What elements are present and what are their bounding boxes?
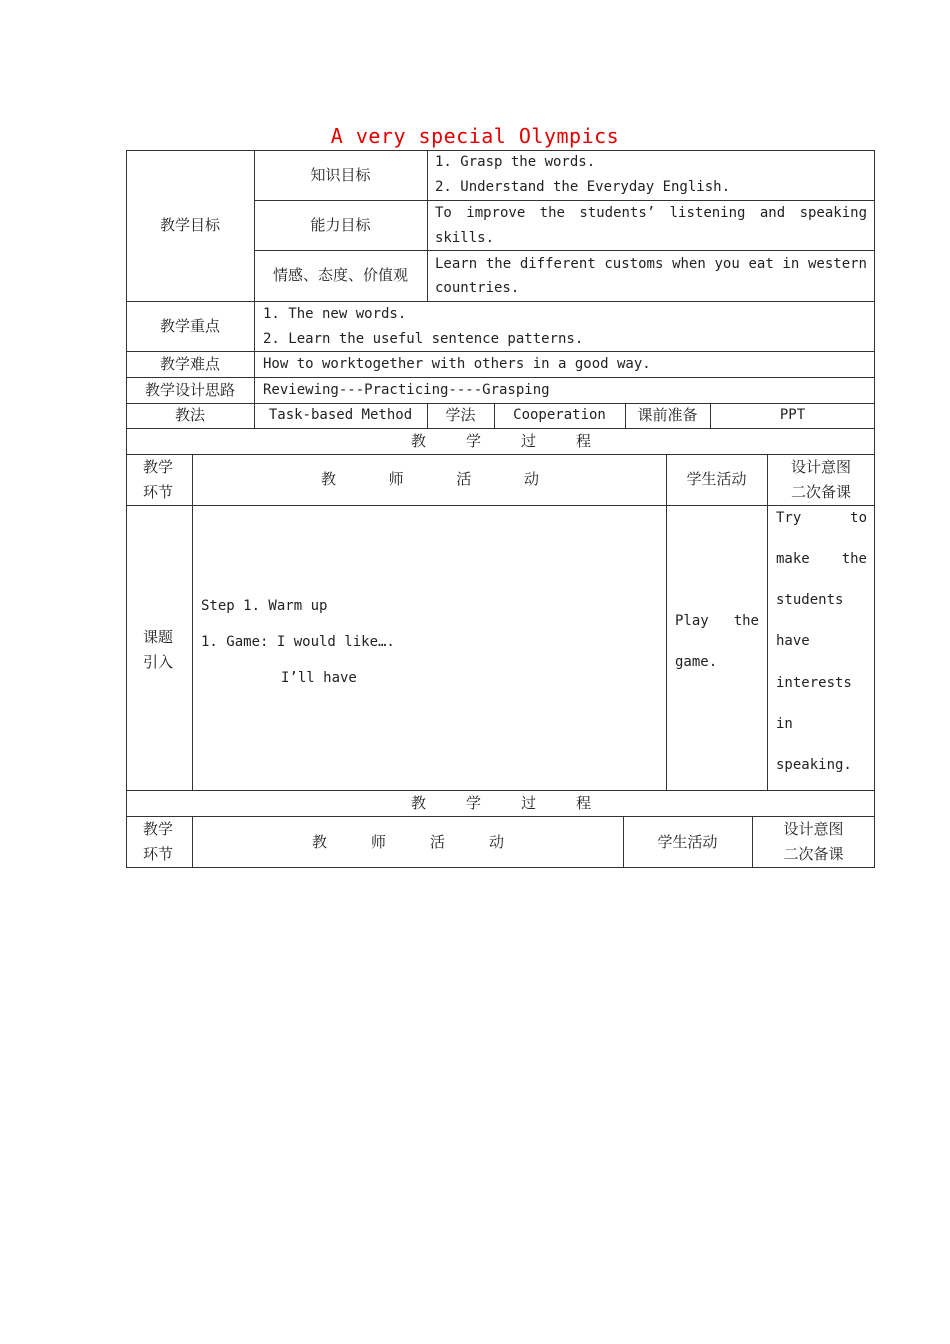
step1-intent-line-7: speaking. (776, 757, 852, 773)
knowledge-goal-line-1: 1. Grasp the words. (435, 154, 596, 170)
teaching-method-value: Task-based Method (268, 407, 413, 423)
student-activity-header: 学生活动 (686, 470, 747, 488)
preparation-value: PPT (779, 407, 806, 423)
stage-col-header-line-2: 环节 (143, 483, 174, 501)
difficulty-label: 教学难点 (159, 355, 220, 373)
key-points-line-1: 1. The new words. (263, 306, 407, 322)
teacher-activity-header: 教 师 活 动 (321, 470, 539, 488)
key-points-line-2: 2. Learn the useful sentence patterns. (263, 331, 584, 347)
knowledge-goal-label: 知识目标 (310, 166, 371, 184)
preparation-label: 课前准备 (637, 406, 698, 424)
intent-header-line-2: 二次备课 (790, 483, 851, 501)
intent-header-2-line-2: 二次备课 (783, 845, 844, 863)
learning-method-label: 学法 (445, 406, 476, 424)
emotion-goal-label: 情感、态度、价值观 (272, 266, 408, 284)
stage-col-header-line-1: 教学 (143, 458, 174, 476)
step1-teacher-line-1: Step 1. Warm up (201, 598, 328, 614)
stage-col-header-2-line-1: 教学 (143, 820, 174, 838)
step1-stage-line-1: 课题 (143, 628, 174, 646)
teaching-method-label: 教法 (174, 406, 205, 424)
step1-intent-line-2: make the (776, 551, 867, 567)
step1-intent-line-1: Try to (776, 510, 867, 526)
ability-goal-label: 能力目标 (310, 216, 371, 234)
step1-intent-line-4: have (776, 633, 810, 649)
ability-goal-line-1: To improve the students’ listening and speaking (435, 205, 867, 221)
document-title: A very special Olympics (330, 124, 620, 148)
step1-intent-line-5: interests (776, 675, 852, 691)
step1-student-line-2: game. (675, 654, 718, 670)
intent-header-2-line-1: 设计意图 (783, 820, 844, 838)
process-heading-2: 教 学 过 程 (411, 794, 591, 812)
difficulty-text: How to worktogether with others in a good way. (263, 356, 651, 372)
emotion-goal-line-2: countries. (435, 280, 520, 296)
student-activity-header-2: 学生活动 (657, 833, 718, 851)
learning-method-value: Cooperation (513, 407, 606, 423)
step1-intent-line-3: students (776, 592, 844, 608)
step1-intent-line-6: in (776, 716, 793, 732)
intent-header-line-1: 设计意图 (790, 458, 851, 476)
teacher-activity-header-2: 教 师 活 动 (312, 833, 504, 851)
stage-col-header-2-line-2: 环节 (143, 845, 174, 863)
step1-teacher-line-2: 1. Game: I would like…. (201, 634, 395, 650)
design-idea-label: 教学设计思路 (144, 381, 235, 399)
design-idea-text: Reviewing---Practicing----Grasping (263, 382, 550, 398)
emotion-goal-line-1: Learn the different customs when you eat in western (435, 256, 867, 272)
key-points-label: 教学重点 (159, 317, 220, 335)
objectives-label: 教学目标 (159, 216, 220, 234)
process-heading: 教 学 过 程 (411, 432, 591, 450)
step1-teacher-line-3: I’ll have (281, 670, 357, 686)
ability-goal-line-2: skills. (435, 230, 495, 246)
step1-student-line-1: Play the (675, 613, 759, 629)
knowledge-goal-line-2: 2. Understand the Everyday English. (435, 179, 731, 195)
step1-stage-line-2: 引入 (143, 653, 174, 671)
